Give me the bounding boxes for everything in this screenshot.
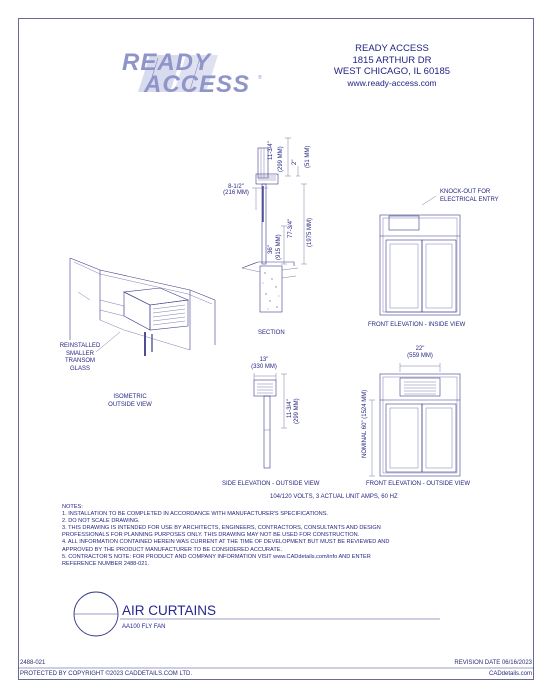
label-front-outside: FRONT ELEVATION - OUTSIDE VIEW bbox=[366, 481, 471, 487]
dim-side-299mm: (299 MM) bbox=[294, 398, 300, 424]
label-power: 104/120 VOLTS, 3 ACTUAL UNIT AMPS, 60 HZ bbox=[270, 494, 398, 500]
label-reinstalled: REINSTALLED SMALLER TRANSOM GLASS bbox=[59, 343, 101, 372]
dim-51mm: (51 MM) bbox=[305, 145, 311, 168]
note-4a: 4. ALL INFORMATION CONTAINED HEREIN WAS CURRENT AT THE TIME OF DEVELOPMENT BUT MUST BE REVIEWED AND bbox=[62, 539, 390, 546]
note-4b: APPROVED BY THE PRODUCT MANUFACTURER TO BE CONSIDERED ACCURATE. bbox=[62, 546, 283, 553]
dim-22in: 22" (559 MM) bbox=[407, 346, 433, 359]
dim-11-3-4: 11-3/4" bbox=[268, 141, 274, 160]
note-2: 2. DO NOT SCALE DRAWING. bbox=[62, 518, 140, 525]
label-knockout: KNOCK-OUT FOR ELECTRICAL ENTRY bbox=[440, 189, 499, 203]
dim-1975mm: (1975 MM) bbox=[307, 217, 313, 247]
note-3b: PROFESSIONALS FOR PLANNING PURPOSES ONLY. THIS DRAWING MAY NOT BE USED FOR CONSTRUCTION. bbox=[62, 532, 360, 539]
side-elevation bbox=[254, 373, 287, 468]
label-front-inside: FRONT ELEVATION - INSIDE VIEW bbox=[368, 322, 466, 328]
company-block bbox=[320, 43, 464, 89]
revision-date: REVISION DATE 06/16/2023 bbox=[454, 660, 532, 666]
front-elevation-outside bbox=[369, 363, 460, 476]
company-website[interactable]: www.ready-access.com bbox=[347, 77, 437, 88]
isometric-view bbox=[70, 258, 215, 356]
logo-text-bottom: ACCESS bbox=[144, 71, 251, 98]
dim-nominal-60: NOMINAL 60" (1524 MM) bbox=[362, 389, 368, 458]
drawing-title: AIR CURTAINS bbox=[122, 603, 217, 618]
company-name: READY ACCESS bbox=[355, 43, 429, 54]
dim-915mm: (915 MM) bbox=[276, 234, 282, 260]
dim-299mm: (299 MM) bbox=[278, 146, 284, 172]
ready-access-logo bbox=[122, 49, 262, 98]
caddetails-link[interactable]: CADdetails.com bbox=[488, 671, 532, 677]
copyright: PROTECTED BY COPYRIGHT ©2023 CADDETAILS.COM LTD. bbox=[20, 671, 193, 677]
label-side-outside: SIDE ELEVATION - OUTSIDE VIEW bbox=[222, 481, 320, 487]
notes-block bbox=[62, 504, 389, 568]
dim-8-1-2: 8-1/2" (216 MM) bbox=[223, 184, 249, 196]
note-1: 1. INSTALLATION TO BE COMPLETED IN ACCORDANCE WITH MANUFACTURER'S SPECIFICATIONS. bbox=[62, 511, 328, 518]
logo-text-top: READY bbox=[122, 49, 212, 76]
drawing-subtitle: AA100 FLY FAN bbox=[122, 624, 166, 630]
dim-2in: 2" bbox=[292, 159, 298, 165]
dim-13in: 13" (330 MM) bbox=[251, 357, 277, 370]
front-elevation-inside bbox=[380, 196, 460, 315]
label-isometric: ISOMETRIC OUTSIDE VIEW bbox=[108, 394, 152, 408]
note-5b: REFERENCE NUMBER 2488-021. bbox=[62, 560, 150, 567]
notes-header: NOTES: bbox=[62, 504, 83, 510]
company-address1: 1815 ARTHUR DR bbox=[352, 54, 432, 66]
company-address2: WEST CHICAGO, IL 60185 bbox=[333, 66, 451, 77]
reference-number: 2488-021 bbox=[20, 660, 46, 666]
dim-77-3-4: 77-3/4" bbox=[288, 218, 294, 238]
note-3a: 3. THIS DRAWING IS INTENDED FOR USE BY ARCHITECTS, ENGINEERS, CONTRACTORS, CONSULTANTS AND DESIGN bbox=[62, 525, 381, 532]
svg-text:®: ® bbox=[258, 75, 262, 81]
note-5a: 5. CONTRACTOR'S NOTE: FOR PRODUCT AND COMPANY INFORMATION VISIT www.CADdetails.com/info AND ENTER bbox=[62, 553, 371, 560]
label-section: SECTION bbox=[258, 330, 285, 336]
dim-side-11-3-4: 11-3/4" bbox=[287, 399, 293, 418]
dim-36in: 36" bbox=[268, 245, 274, 254]
